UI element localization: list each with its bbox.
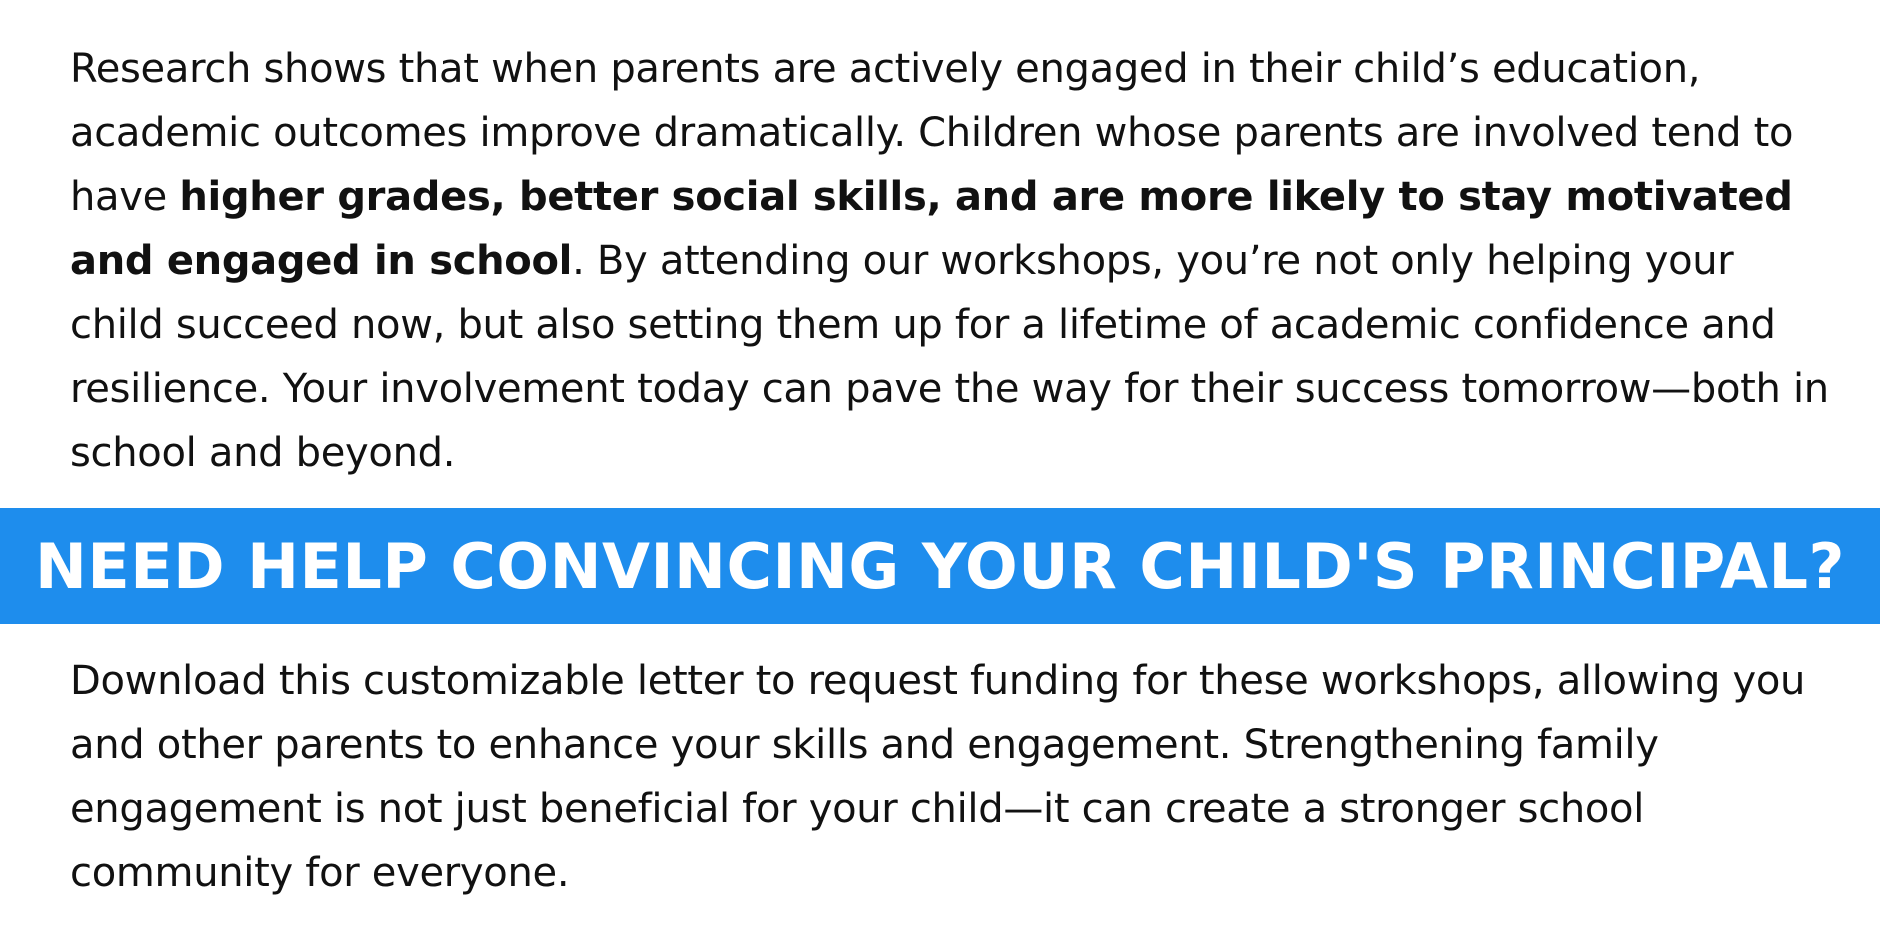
banner-title: NEED HELP CONVINCING YOUR CHILD'S PRINCIPAL? [34,529,1845,603]
intro-text-before: Research shows that when parents are actively engaged in their child’s education, academic outcomes improve dramatically. Children whose parents are involved tend to have [70,46,1794,220]
intro-text-after: . By attending our workshops, you’re not only helping your child succeed now, but also setting them up for a lifetime of academic confidence and resilience. Your involvement today can pave the way for their success tomorrow—both in school and beyond. [70,238,1829,476]
intro-emphasis: higher grades, better social skills, and are more likely to stay motivated and engaged in school [70,174,1793,284]
intro-paragraph [70,37,1830,485]
cta-paragraph: Download this customizable letter to request funding for these workshops, allowing you and other parents to enhance your skills and engagement. Strengthening family engagement is not just beneficial for your child—it can create a stronger school community for everyone. [70,658,1806,896]
principal-banner [0,508,1880,624]
